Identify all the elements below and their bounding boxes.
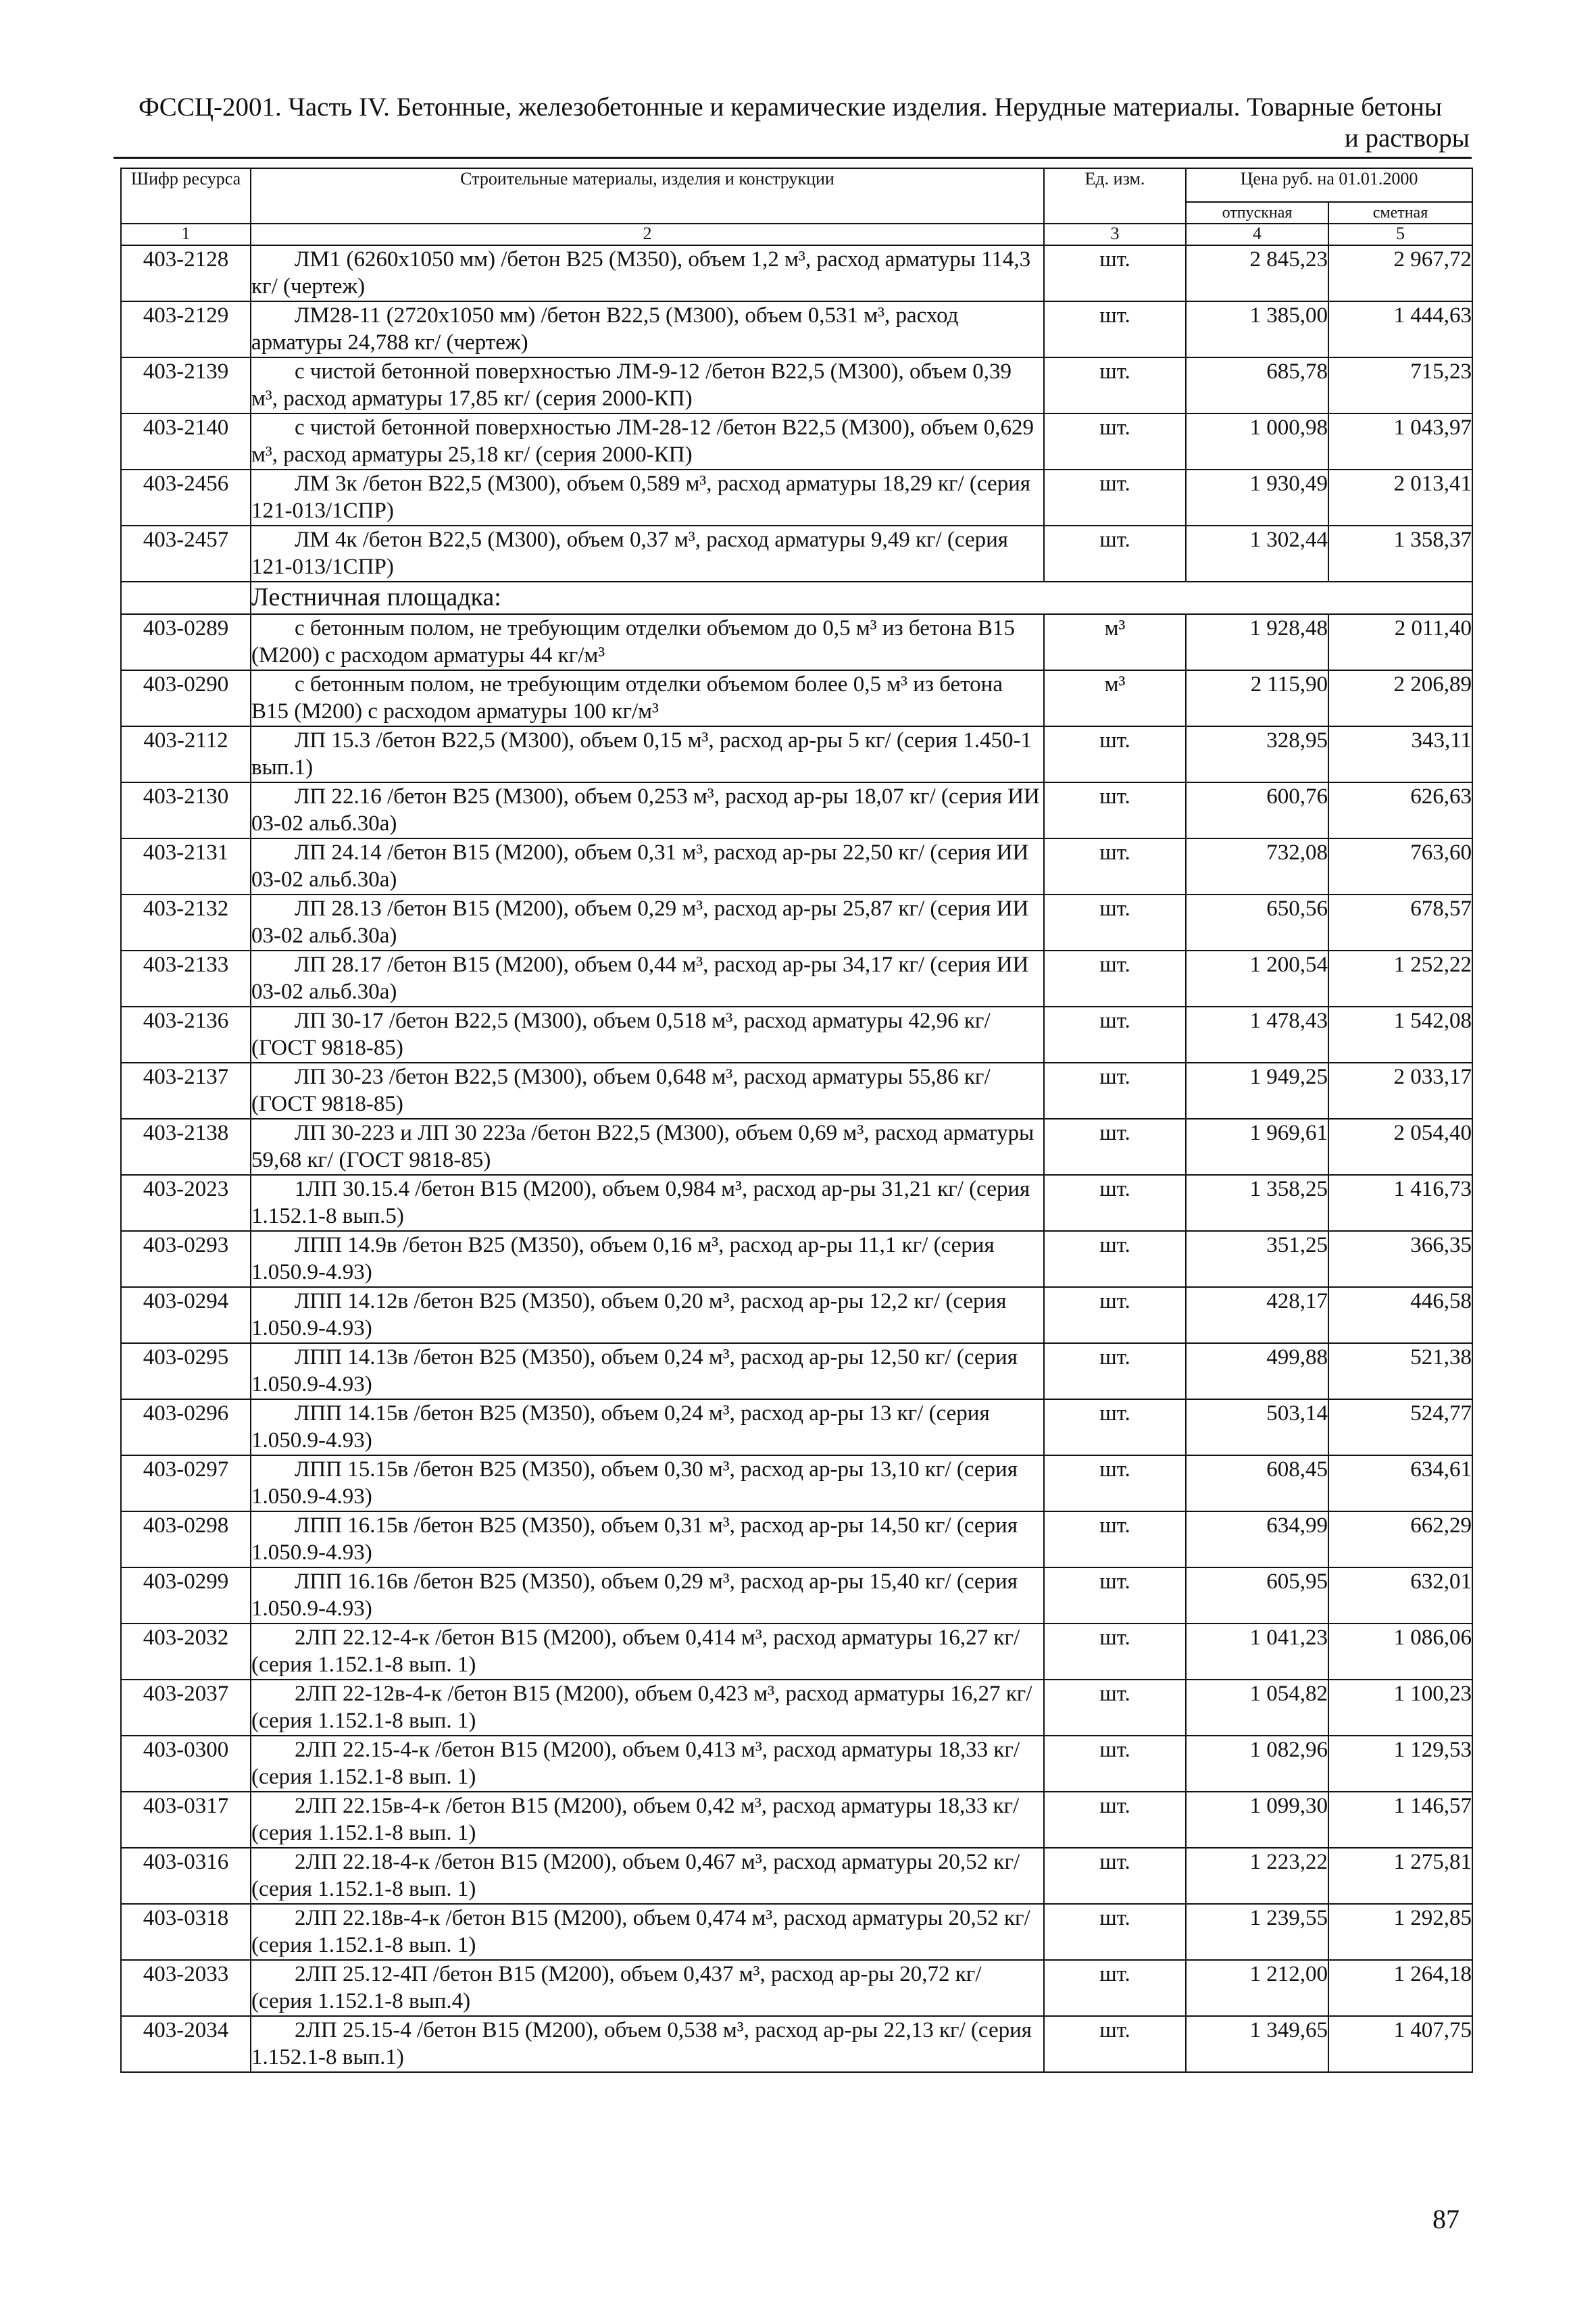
table-body — [121, 245, 1472, 2072]
release-price-cell: 732,08 — [1186, 838, 1328, 895]
release-price-cell: 499,88 — [1186, 1343, 1328, 1399]
description-cell — [251, 1343, 1044, 1399]
resource-code-cell: 403-2129 — [121, 301, 251, 357]
description-cell — [251, 1511, 1044, 1567]
unit-cell: шт. — [1044, 782, 1186, 838]
release-price-cell: 1 949,25 — [1186, 1063, 1328, 1119]
description-text: ЛП 30-223 и ЛП 30 223а /бетон В22,5 (М300), объем 0,69 м³, расход арматуры 59,68 кг/ (ГОСТ 9818-85) — [251, 1121, 1034, 1172]
estimate-price-cell: 1 129,53 — [1328, 1736, 1472, 1792]
description-text: с чистой бетонной поверхностью ЛМ-9-12 /бетон В22,5 (М300), объем 0,39 м³, расход арматуры 17,85 кг/ (серия 2000-КП) — [251, 359, 1012, 411]
column-number: 5 — [1328, 224, 1472, 245]
unit-cell: шт. — [1044, 526, 1186, 582]
table-row — [121, 301, 1472, 357]
release-price-cell: 503,14 — [1186, 1399, 1328, 1455]
table-row — [121, 1231, 1472, 1287]
estimate-price-cell: 678,57 — [1328, 895, 1472, 951]
description-cell — [251, 1455, 1044, 1511]
release-price-cell: 1 349,65 — [1186, 2016, 1328, 2072]
description-text: 2ЛП 22.15в-4-к /бетон В15 (М200), объем 0,42 м³, расход арматуры 18,33 кг/ (серия 1.152.1-8 вып. 1) — [251, 1794, 1020, 1845]
release-price-cell: 1 358,25 — [1186, 1175, 1328, 1231]
column-number: 2 — [251, 224, 1044, 245]
description-text: ЛП 22.16 /бетон В25 (М300), объем 0,253 м³, расход ар-ры 18,07 кг/ (серия ИИ 03-02 альб.30а) — [251, 784, 1040, 836]
table-row — [121, 1680, 1472, 1736]
release-price-cell: 1 099,30 — [1186, 1792, 1328, 1848]
release-price-cell: 1 212,00 — [1186, 1960, 1328, 2016]
resource-code-cell: 403-2112 — [121, 726, 251, 782]
unit-cell: шт. — [1044, 726, 1186, 782]
table-row — [121, 1904, 1472, 1960]
description-cell — [251, 245, 1044, 301]
description-text: 2ЛП 22.15-4-к /бетон В15 (М200), объем 0,413 м³, расход арматуры 18,33 кг/ (серия 1.152.1-8 вып. 1) — [251, 1738, 1020, 1789]
unit-cell: шт. — [1044, 1904, 1186, 1960]
estimate-price-cell: 1 252,22 — [1328, 951, 1472, 1007]
table-row — [121, 614, 1472, 670]
resource-code-cell: 403-2032 — [121, 1624, 251, 1680]
table-row — [121, 951, 1472, 1007]
unit-cell: шт. — [1044, 1848, 1186, 1904]
estimate-price-cell: 1 358,37 — [1328, 526, 1472, 582]
release-price-cell: 1 478,43 — [1186, 1007, 1328, 1063]
estimate-price-cell: 1 407,75 — [1328, 2016, 1472, 2072]
unit-cell: шт. — [1044, 895, 1186, 951]
unit-cell: шт. — [1044, 1063, 1186, 1119]
table-row — [121, 670, 1472, 726]
section-row — [121, 582, 1472, 614]
resource-code-cell: 403-2138 — [121, 1119, 251, 1175]
estimate-price-cell: 1 264,18 — [1328, 1960, 1472, 2016]
unit-cell: шт. — [1044, 1736, 1186, 1792]
table-row — [121, 1624, 1472, 1680]
description-cell — [251, 1904, 1044, 1960]
release-price-cell: 1 041,23 — [1186, 1624, 1328, 1680]
estimate-price-cell: 2 967,72 — [1328, 245, 1472, 301]
table-row — [121, 1399, 1472, 1455]
estimate-price-cell: 634,61 — [1328, 1455, 1472, 1511]
resource-code-cell: 403-0316 — [121, 1848, 251, 1904]
unit-cell: шт. — [1044, 1455, 1186, 1511]
description-text: 2ЛП 25.12-4П /бетон В15 (М200), объем 0,437 м³, расход ар-ры 20,72 кг/ (серия 1.152.1-8 вып.4) — [251, 1962, 982, 2013]
resource-code-cell: 403-2137 — [121, 1063, 251, 1119]
description-text: 2ЛП 22.18в-4-к /бетон В15 (М200), объем 0,474 м³, расход арматуры 20,52 кг/ (серия 1.152.1-8 вып. 1) — [251, 1906, 1030, 1957]
description-text: ЛМ 4к /бетон В22,5 (М300), объем 0,37 м³, расход арматуры 9,49 кг/ (серия 121-013/1СПР) — [251, 528, 1008, 579]
table-row — [121, 245, 1472, 301]
unit-cell: шт. — [1044, 951, 1186, 1007]
description-cell — [251, 1007, 1044, 1063]
description-cell — [251, 951, 1044, 1007]
description-cell — [251, 526, 1044, 582]
column-number: 4 — [1186, 224, 1328, 245]
table-row — [121, 782, 1472, 838]
description-text: ЛП 30-23 /бетон В22,5 (М300), объем 0,648 м³, расход арматуры 55,86 кг/ (ГОСТ 9818-85) — [251, 1065, 991, 1116]
table-row — [121, 413, 1472, 470]
description-cell — [251, 670, 1044, 726]
estimate-price-cell: 2 054,40 — [1328, 1119, 1472, 1175]
table-row — [121, 1343, 1472, 1399]
estimate-price-cell: 1 542,08 — [1328, 1007, 1472, 1063]
column-header-description: Строительные материалы, изделия и конструкции — [251, 168, 1044, 224]
description-text: ЛП 28.17 /бетон В15 (М200), объем 0,44 м³, расход ар-ры 34,17 кг/ (серия ИИ 03-02 альб.30а) — [251, 953, 1029, 1004]
description-text: 1ЛП 30.15.4 /бетон В15 (М200), объем 0,984 м³, расход ар-ры 31,21 кг/ (серия 1.152.1-8 вып.5) — [251, 1177, 1030, 1228]
description-cell — [251, 1231, 1044, 1287]
resource-code-cell: 403-2034 — [121, 2016, 251, 2072]
resource-code-cell: 403-2132 — [121, 895, 251, 951]
estimate-price-cell: 632,01 — [1328, 1567, 1472, 1624]
price-table — [120, 168, 1473, 2073]
release-price-cell: 2 115,90 — [1186, 670, 1328, 726]
description-cell — [251, 357, 1044, 413]
unit-cell: шт. — [1044, 357, 1186, 413]
resource-code-cell: 403-0290 — [121, 670, 251, 726]
description-cell — [251, 838, 1044, 895]
release-price-cell: 1 969,61 — [1186, 1119, 1328, 1175]
release-price-cell: 634,99 — [1186, 1511, 1328, 1567]
column-header-estimate-price: сметная — [1328, 202, 1472, 224]
resource-code-cell: 403-0297 — [121, 1455, 251, 1511]
description-text: с бетонным полом, не требующим отделки объемом до 0,5 м³ из бетона В15 (М200) с расходом арматуры 44 кг/м³ — [251, 616, 1015, 668]
unit-cell: шт. — [1044, 1175, 1186, 1231]
unit-cell: шт. — [1044, 1511, 1186, 1567]
unit-cell: шт. — [1044, 1567, 1186, 1624]
description-cell — [251, 1567, 1044, 1624]
estimate-price-cell: 2 033,17 — [1328, 1063, 1472, 1119]
estimate-price-cell: 2 013,41 — [1328, 470, 1472, 526]
description-text: 2ЛП 22-12в-4-к /бетон В15 (М200), объем 0,423 м³, расход арматуры 16,27 кг/ (серия 1.152.1-8 вып. 1) — [251, 1682, 1032, 1733]
description-text: ЛПП 14.9в /бетон В25 (М350), объем 0,16 м³, расход ар-ры 11,1 кг/ (серия 1.050.9-4.93) — [251, 1233, 995, 1284]
release-price-cell: 1 000,98 — [1186, 413, 1328, 470]
estimate-price-cell: 626,63 — [1328, 782, 1472, 838]
release-price-cell: 1 054,82 — [1186, 1680, 1328, 1736]
description-cell — [251, 1736, 1044, 1792]
header-title-line1: ФССЦ-2001. Часть IV. Бетонные, железобетонные и керамические изделия. Нерудные материалы. Товарные бетоны — [139, 93, 1443, 122]
unit-cell: шт. — [1044, 1287, 1186, 1343]
description-text: с чистой бетонной поверхностью ЛМ-28-12 /бетон В22,5 (М300), объем 0,629 м³, расход арматуры 25,18 кг/ (серия 2000-КП) — [251, 416, 1034, 467]
description-text: ЛП 30-17 /бетон В22,5 (М300), объем 0,518 м³, расход арматуры 42,96 кг/ (ГОСТ 9818-85) — [251, 1009, 991, 1060]
section-title: Лестничная площадка: — [251, 582, 1472, 614]
resource-code-cell: 403-2133 — [121, 951, 251, 1007]
resource-code-cell: 403-2136 — [121, 1007, 251, 1063]
description-text: ЛМ1 (6260х1050 мм) /бетон В25 (М350), объем 1,2 м³, расход арматуры 114,3 кг/ (чертеж) — [251, 247, 1031, 299]
estimate-price-cell: 1 086,06 — [1328, 1624, 1472, 1680]
column-number: 1 — [121, 224, 251, 245]
resource-code-cell: 403-0300 — [121, 1736, 251, 1792]
release-price-cell: 1 200,54 — [1186, 951, 1328, 1007]
resource-code-cell: 403-0295 — [121, 1343, 251, 1399]
table-row — [121, 1287, 1472, 1343]
description-cell — [251, 895, 1044, 951]
description-cell — [251, 614, 1044, 670]
description-cell — [251, 1792, 1044, 1848]
estimate-price-cell: 1 043,97 — [1328, 413, 1472, 470]
release-price-cell: 685,78 — [1186, 357, 1328, 413]
table-row — [121, 2016, 1472, 2072]
description-cell — [251, 782, 1044, 838]
release-price-cell: 1 385,00 — [1186, 301, 1328, 357]
description-text: ЛПП 14.15в /бетон В25 (М350), объем 0,24 м³, расход ар-ры 13 кг/ (серия 1.050.9-4.93) — [251, 1401, 990, 1453]
resource-code-cell: 403-0289 — [121, 614, 251, 670]
column-header-price-group: Цена руб. на 01.01.2000 — [1186, 168, 1472, 202]
unit-cell: м³ — [1044, 614, 1186, 670]
resource-code-cell: 403-2033 — [121, 1960, 251, 2016]
resource-code-cell: 403-0298 — [121, 1511, 251, 1567]
description-cell — [251, 301, 1044, 357]
table-row — [121, 1736, 1472, 1792]
unit-cell: шт. — [1044, 1960, 1186, 2016]
resource-code-cell: 403-2037 — [121, 1680, 251, 1736]
release-price-cell: 2 845,23 — [1186, 245, 1328, 301]
estimate-price-cell: 1 292,85 — [1328, 1904, 1472, 1960]
description-text: ЛМ28-11 (2720х1050 мм) /бетон В22,5 (М300), объем 0,531 м³, расход арматуры 24,788 кг/ (чертеж) — [251, 303, 959, 355]
table-row — [121, 895, 1472, 951]
description-cell — [251, 1175, 1044, 1231]
table-row — [121, 526, 1472, 582]
description-cell — [251, 1680, 1044, 1736]
unit-cell: шт. — [1044, 1231, 1186, 1287]
column-header-release-price: отпускная — [1186, 202, 1328, 224]
estimate-price-cell: 1 275,81 — [1328, 1848, 1472, 1904]
estimate-price-cell: 343,11 — [1328, 726, 1472, 782]
resource-code-cell: 403-2131 — [121, 838, 251, 895]
description-cell — [251, 2016, 1044, 2072]
release-price-cell: 600,76 — [1186, 782, 1328, 838]
unit-cell: шт. — [1044, 1007, 1186, 1063]
estimate-price-cell: 2 206,89 — [1328, 670, 1472, 726]
unit-cell: шт. — [1044, 1792, 1186, 1848]
estimate-price-cell: 521,38 — [1328, 1343, 1472, 1399]
description-cell — [251, 1063, 1044, 1119]
release-price-cell: 1 302,44 — [1186, 526, 1328, 582]
release-price-cell: 1 239,55 — [1186, 1904, 1328, 1960]
estimate-price-cell: 1 100,23 — [1328, 1680, 1472, 1736]
release-price-cell: 650,56 — [1186, 895, 1328, 951]
table-row — [121, 1511, 1472, 1567]
estimate-price-cell: 2 011,40 — [1328, 614, 1472, 670]
release-price-cell: 605,95 — [1186, 1567, 1328, 1624]
estimate-price-cell: 1 444,63 — [1328, 301, 1472, 357]
description-text: 2ЛП 22.12-4-к /бетон В15 (М200), объем 0,414 м³, расход арматуры 16,27 кг/ (серия 1.152.1-8 вып. 1) — [251, 1626, 1020, 1677]
unit-cell: шт. — [1044, 1343, 1186, 1399]
description-text: ЛП 24.14 /бетон В15 (М200), объем 0,31 м³, расход ар-ры 22,50 кг/ (серия ИИ 03-02 альб.30а) — [251, 840, 1029, 892]
description-cell — [251, 726, 1044, 782]
description-cell — [251, 1287, 1044, 1343]
description-text: ЛПП 15.15в /бетон В25 (М350), объем 0,30 м³, расход ар-ры 13,10 кг/ (серия 1.050.9-4.93) — [251, 1457, 1018, 1509]
description-cell — [251, 1119, 1044, 1175]
description-text: ЛПП 14.13в /бетон В25 (М350), объем 0,24 м³, расход ар-ры 12,50 кг/ (серия 1.050.9-4.93) — [251, 1345, 1018, 1397]
release-price-cell: 608,45 — [1186, 1455, 1328, 1511]
release-price-cell: 1 928,48 — [1186, 614, 1328, 670]
resource-code-cell: 403-2139 — [121, 357, 251, 413]
table-row — [121, 1119, 1472, 1175]
table-row — [121, 470, 1472, 526]
resource-code-cell: 403-2456 — [121, 470, 251, 526]
description-cell — [251, 413, 1044, 470]
table-row — [121, 838, 1472, 895]
unit-cell: шт. — [1044, 413, 1186, 470]
table-row — [121, 1455, 1472, 1511]
release-price-cell: 1 223,22 — [1186, 1848, 1328, 1904]
unit-cell: шт. — [1044, 470, 1186, 526]
table-row — [121, 1567, 1472, 1624]
resource-code-cell: 403-0294 — [121, 1287, 251, 1343]
description-text: с бетонным полом, не требующим отделки объемом более 0,5 м³ из бетона В15 (М200) с расходом арматуры 100 кг/м³ — [251, 672, 1003, 724]
description-text: ЛП 15.3 /бетон В22,5 (М300), объем 0,15 м³, расход ар-ры 5 кг/ (серия 1.450-1 вып.1) — [251, 728, 1032, 780]
resource-code-cell: 403-2457 — [121, 526, 251, 582]
table-row — [121, 1960, 1472, 2016]
unit-cell: м³ — [1044, 670, 1186, 726]
unit-cell: шт. — [1044, 1119, 1186, 1175]
description-cell — [251, 1399, 1044, 1455]
resource-code-cell: 403-0317 — [121, 1792, 251, 1848]
resource-code-cell: 403-0293 — [121, 1231, 251, 1287]
estimate-price-cell: 715,23 — [1328, 357, 1472, 413]
description-cell — [251, 1960, 1044, 2016]
table-row — [121, 726, 1472, 782]
estimate-price-cell: 763,60 — [1328, 838, 1472, 895]
description-text: ЛПП 16.15в /бетон В25 (М350), объем 0,31 м³, расход ар-ры 14,50 кг/ (серия 1.050.9-4.93) — [251, 1513, 1018, 1565]
resource-code-cell: 403-2128 — [121, 245, 251, 301]
unit-cell: шт. — [1044, 1624, 1186, 1680]
unit-cell: шт. — [1044, 1680, 1186, 1736]
column-number: 3 — [1044, 224, 1186, 245]
unit-cell: шт. — [1044, 1399, 1186, 1455]
unit-cell: шт. — [1044, 245, 1186, 301]
description-text: 2ЛП 25.15-4 /бетон В15 (М200), объем 0,538 м³, расход ар-ры 22,13 кг/ (серия 1.152.1-8 вып.1) — [251, 2018, 1032, 2069]
release-price-cell: 428,17 — [1186, 1287, 1328, 1343]
estimate-price-cell: 366,35 — [1328, 1231, 1472, 1287]
table-row — [121, 357, 1472, 413]
description-cell — [251, 1624, 1044, 1680]
table-row — [121, 1007, 1472, 1063]
unit-cell: шт. — [1044, 838, 1186, 895]
resource-code-cell: 403-0299 — [121, 1567, 251, 1624]
column-header-code: Шифр ресурса — [121, 168, 251, 224]
resource-code-cell: 403-0296 — [121, 1399, 251, 1455]
table-row — [121, 1848, 1472, 1904]
description-text: ЛП 28.13 /бетон В15 (М200), объем 0,29 м³, расход ар-ры 25,87 кг/ (серия ИИ 03-02 альб.30а) — [251, 897, 1029, 948]
estimate-price-cell: 1 146,57 — [1328, 1792, 1472, 1848]
description-text: ЛПП 14.12в /бетон В25 (М350), объем 0,20 м³, расход ар-ры 12,2 кг/ (серия 1.050.9-4.93) — [251, 1289, 1007, 1340]
column-header-unit: Ед. изм. — [1044, 168, 1186, 224]
description-text: ЛМ 3к /бетон В22,5 (М300), объем 0,589 м³, расход арматуры 18,29 кг/ (серия 121-013/1СПР) — [251, 472, 1030, 523]
page-header-title — [139, 92, 1470, 154]
release-price-cell: 351,25 — [1186, 1231, 1328, 1287]
description-text: 2ЛП 22.18-4-к /бетон В15 (М200), объем 0,467 м³, расход арматуры 20,52 кг/ (серия 1.152.1-8 вып. 1) — [251, 1850, 1020, 1901]
description-cell — [251, 1848, 1044, 1904]
description-text: ЛПП 16.16в /бетон В25 (М350), объем 0,29 м³, расход ар-ры 15,40 кг/ (серия 1.050.9-4.93) — [251, 1569, 1018, 1621]
estimate-price-cell: 524,77 — [1328, 1399, 1472, 1455]
resource-code-cell: 403-2130 — [121, 782, 251, 838]
header-title-line2: и растворы — [1344, 124, 1470, 153]
table-row — [121, 1792, 1472, 1848]
table-row — [121, 1175, 1472, 1231]
description-cell — [251, 470, 1044, 526]
unit-cell: шт. — [1044, 2016, 1186, 2072]
release-price-cell: 1 930,49 — [1186, 470, 1328, 526]
resource-code-cell: 403-0318 — [121, 1904, 251, 1960]
header-divider — [114, 157, 1472, 159]
resource-code-cell: 403-2140 — [121, 413, 251, 470]
release-price-cell: 328,95 — [1186, 726, 1328, 782]
release-price-cell: 1 082,96 — [1186, 1736, 1328, 1792]
unit-cell: шт. — [1044, 301, 1186, 357]
estimate-price-cell: 1 416,73 — [1328, 1175, 1472, 1231]
resource-code-cell: 403-2023 — [121, 1175, 251, 1231]
page-number: 87 — [1432, 2204, 1460, 2234]
section-spacer-cell — [121, 582, 251, 614]
estimate-price-cell: 662,29 — [1328, 1511, 1472, 1567]
estimate-price-cell: 446,58 — [1328, 1287, 1472, 1343]
table-row — [121, 1063, 1472, 1119]
